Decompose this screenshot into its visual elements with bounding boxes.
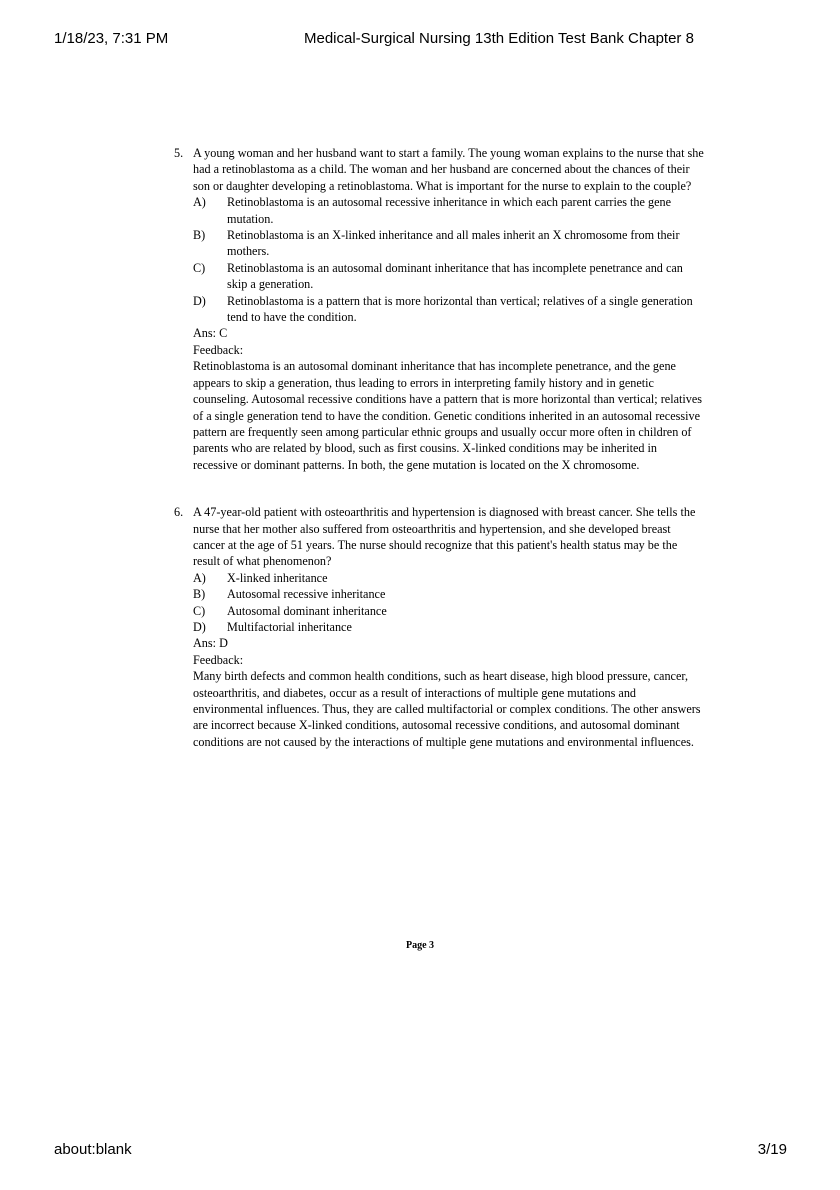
option-letter: C) [193, 603, 206, 618]
option-text: X-linked inheritance [227, 570, 328, 585]
option-text: Retinoblastoma is an autosomal recessive inheritance in which each parent carries the gene mutation. [227, 195, 671, 226]
option-text: Retinoblastoma is a pattern that is more horizontal than vertical; relatives of a single generation tend to have the condition. [227, 293, 693, 325]
print-page-count: 3/19 [757, 1141, 787, 1158]
page-number: Page 3 [405, 940, 435, 951]
question-number: 6. [174, 505, 184, 520]
question-6 [174, 504, 704, 750]
print-document-title: Medical-Surgical Nursing 13th Edition Test Bank Chapter 8 [304, 30, 694, 47]
option-text: Multifactorial inheritance [227, 619, 352, 634]
option-c [193, 603, 704, 619]
option-b [193, 227, 704, 260]
print-datetime: 1/18/23, 7:31 PM [54, 30, 169, 47]
print-url: about:blank [54, 1141, 132, 1158]
option-a [193, 194, 704, 227]
option-letter: B) [193, 587, 206, 602]
option-d [193, 619, 704, 635]
option-letter: C) [193, 260, 206, 275]
feedback-text: Many birth defects and common health conditions, such as heart disease, high blood pressure, cancer, osteoarthritis, and diabetes, occur as a result of interactions of multiple gene mutations and environmental influences. Thus, they are called multifactorial or complex conditions. The other answers are incorrect because X-linked conditions, autosomal recessive conditions, and autosomal dominant conditions are not caused by the interactions of multiple gene mutations and environmental influences. [193, 669, 701, 749]
option-a [193, 570, 704, 586]
option-letter: D) [193, 293, 206, 308]
option-text: Autosomal dominant inheritance [227, 603, 387, 618]
question-number: 5. [174, 146, 184, 160]
option-letter: A) [193, 570, 206, 585]
question-stem: A 47-year-old patient with osteoarthritis and hypertension is diagnosed with breast cancer. She tells the nurse that her mother also suffered from osteoarthritis and hypertension, and she developed breast cancer at the age of 51 years. The nurse should recognize that this patient's health status may be the result of what phenomenon? [193, 505, 696, 569]
option-b [193, 586, 704, 602]
answer-key: Ans: D [193, 636, 228, 651]
question-stem: A young woman and her husband want to start a family. The young woman explains to the nurse that she had a retinoblastoma as a child. The woman and her husband are concerned about the chances of their son or daughter developing a retinoblastoma. What is important for the nurse to explain to the couple? [193, 146, 704, 193]
feedback-text: Retinoblastoma is an autosomal dominant inheritance that has incomplete penetrance, and the gene appears to skip a generation, thus leading to errors in interpreting family history and in genetic counseling. Autosomal recessive conditions have a pattern that is more horizontal than vertical; relatives of a single generation tend to have the condition. Genetic conditions inherited in an autosomal recessive pattern are frequently seen among particular ethnic groups and usually occur more often in children of parents who are related by blood, such as first cousins. X-linked conditions may be inherited in recessive or dominant patterns. In both, the gene mutation is located on the X chromosome. [193, 359, 703, 472]
answer-key: Ans: C [193, 326, 228, 341]
option-letter: A) [193, 195, 206, 210]
option-d [193, 293, 704, 326]
feedback-label: Feedback: [193, 342, 244, 357]
option-text: Retinoblastoma is an X-linked inheritance and all males inherit an X chromosome from their mothers. [227, 228, 680, 259]
question-5 [174, 145, 704, 473]
option-letter: B) [193, 228, 206, 243]
feedback-label: Feedback: [193, 652, 244, 667]
answer-options [193, 570, 704, 636]
answer-options [193, 194, 704, 325]
option-c [193, 260, 704, 293]
option-text: Retinoblastoma is an autosomal dominant inheritance that has incomplete penetrance and can skip a generation. [227, 260, 683, 292]
option-text: Autosomal recessive inheritance [227, 587, 386, 602]
test-bank-content [174, 145, 704, 750]
option-letter: D) [193, 619, 206, 634]
